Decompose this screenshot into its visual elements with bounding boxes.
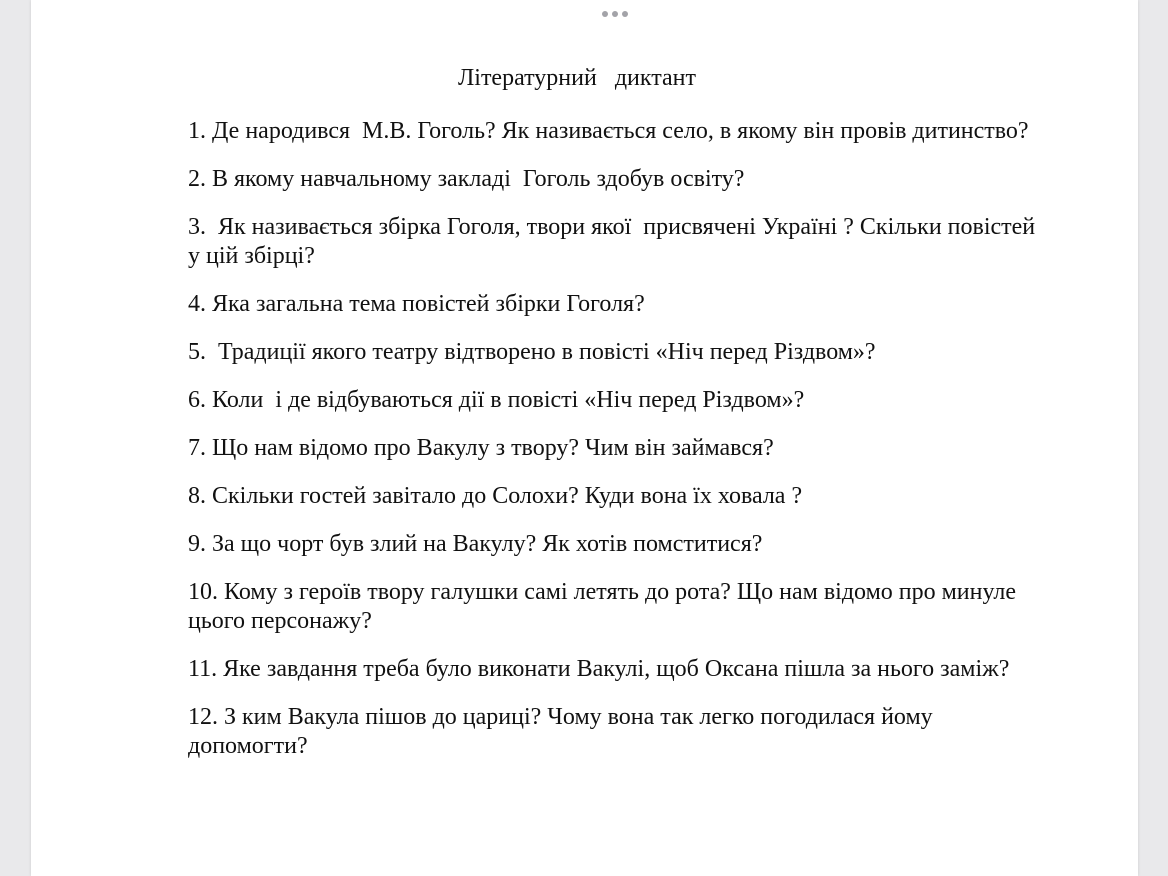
question-item: 10. Кому з героїв твору галушки самі летять до рота? Що нам відомо про минуле цього персонажу? [188, 579, 1029, 634]
dot [612, 11, 618, 17]
question-item: 9. За що чорт був злий на Вакулу? Як хотів помститися? [188, 531, 763, 557]
question-item: 8. Скільки гостей завітало до Солохи? Куди вона їх ховала ? [188, 483, 803, 509]
question-item: 4. Яка загальна тема повістей збірки Гоголя? [188, 291, 645, 317]
dot [622, 11, 628, 17]
more-options-icon[interactable] [602, 9, 628, 19]
question-item: 12. З ким Вакула пішов до цариці? Чому вона так легко погодилася йому допомогти? [188, 704, 939, 759]
question-item: 2. В якому навчальному закладі Гоголь здобув освіту? [188, 166, 745, 192]
document-page [31, 0, 1138, 876]
document-title: Літературний диктант [458, 65, 696, 91]
question-item: 11. Яке завдання треба було виконати Вакулі, щоб Оксана пішла за нього заміж? [188, 656, 1010, 682]
question-item: 6. Коли і де відбуваються дії в повісті «Ніч перед Різдвом»? [188, 387, 805, 413]
question-item: 7. Що нам відомо про Вакулу з твору? Чим він займався? [188, 435, 774, 461]
question-item: 5. Традиції якого театру відтворено в повісті «Ніч перед Різдвом»? [188, 339, 876, 365]
question-list [188, 117, 1048, 780]
question-item: 3. Як називається збірка Гоголя, твори якої присвячені Україні ? Скільки повістей у цій збірці? [188, 214, 1042, 269]
dot [602, 11, 608, 17]
question-item: 1. Де народився М.В. Гоголь? Як називається село, в якому він провів дитинство? [188, 118, 1029, 144]
